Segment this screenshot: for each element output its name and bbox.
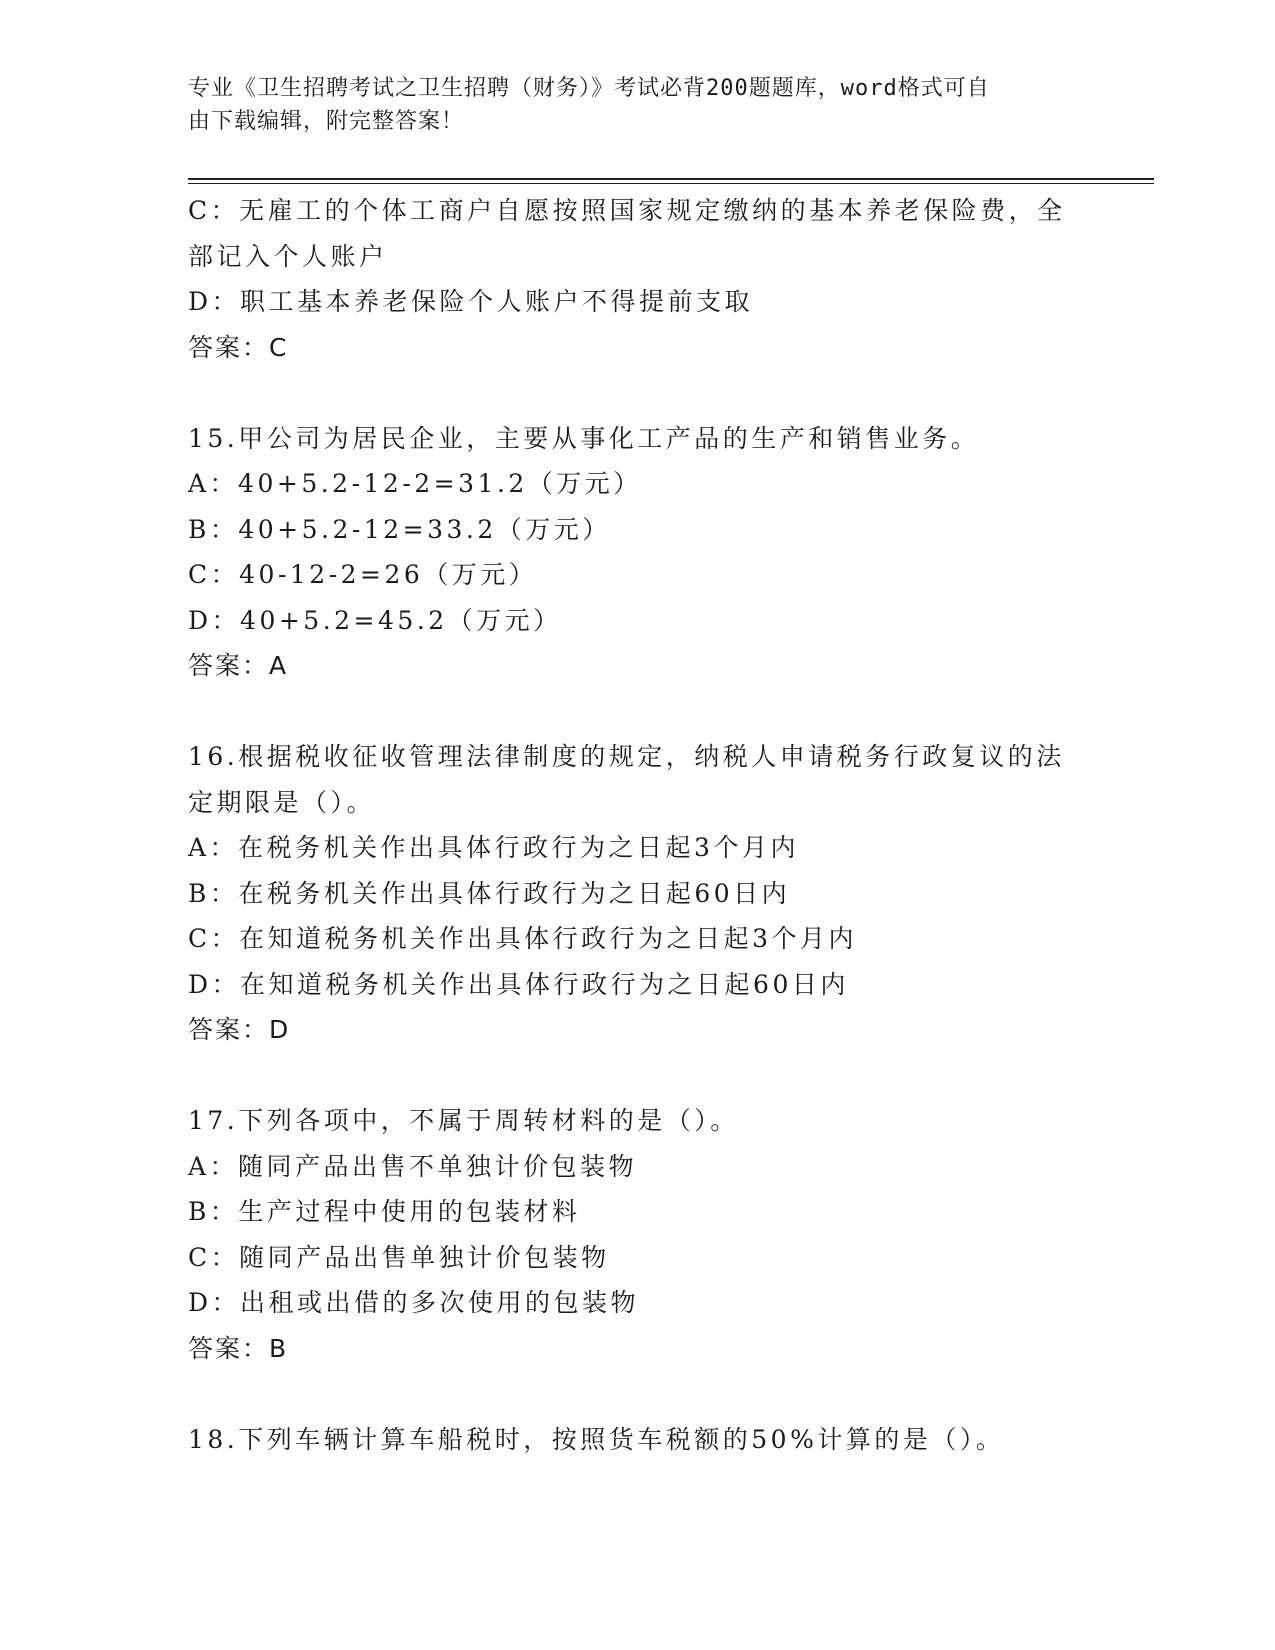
option-c: C：随同产品出售单独计价包装物 (188, 1242, 610, 1272)
header-divider-thick (188, 178, 1154, 180)
question-17 (188, 1098, 1088, 1371)
question-16 (188, 734, 1088, 1053)
header-divider-thin (188, 183, 1154, 184)
question-list (188, 188, 1088, 1462)
answer-label: 答案：C (188, 332, 289, 362)
question-stem-continued: 定期限是（）。 (188, 787, 376, 817)
option-d: D：在知道税务机关作出具体行政行为之日起60日内 (188, 969, 849, 999)
answer-label: 答案：B (188, 1333, 289, 1363)
spacer (188, 689, 1088, 735)
option-c-continued: 部记入个人账户 (188, 241, 388, 271)
header-line-1: 专业《卫生招聘考试之卫生招聘（财务）》考试必背200题题库，word格式可自 (188, 76, 990, 101)
spacer (188, 1371, 1088, 1417)
question-15 (188, 416, 1088, 689)
option-a: A：40+5.2-12-2=31.2（万元） (188, 469, 642, 498)
question-stem: 17.下列各项中，不属于周转材料的是（）。 (188, 1106, 739, 1135)
spacer (188, 370, 1088, 416)
option-a: A：在税务机关作出具体行政行为之日起3个月内 (188, 833, 799, 862)
question-18 (188, 1417, 1088, 1463)
option-b: B：生产过程中使用的包装材料 (188, 1197, 581, 1226)
option-c: C：40-12-2=26（万元） (188, 560, 538, 589)
answer-label: 答案：A (188, 651, 289, 680)
option-d: D：40+5.2=45.2（万元） (188, 605, 562, 635)
question-stem: 16.根据税收征收管理法律制度的规定，纳税人申请税务行政复议的法 (188, 742, 1065, 771)
option-b: B：40+5.2-12=33.2（万元） (188, 514, 611, 544)
option-a: A：随同产品出售不单独计价包装物 (188, 1151, 638, 1181)
option-c: C：无雇工的个体工商户自愿按照国家规定缴纳的基本养老保险费，全 (188, 196, 1066, 225)
header-line-2: 由下载编辑，附完整答案！ (188, 109, 465, 134)
option-d: D：职工基本养老保险个人账户不得提前支取 (188, 287, 754, 316)
option-c: C：在知道税务机关作出具体行政行为之日起3个月内 (188, 924, 858, 953)
question-14-tail (188, 188, 1088, 370)
option-d: D：出租或出借的多次使用的包装物 (188, 1288, 640, 1317)
question-stem: 18.下列车辆计算车船税时，按照货车税额的50%计算的是（）。 (188, 1424, 1005, 1454)
question-stem: 15.甲公司为居民企业，主要从事化工产品的生产和销售业务。 (188, 423, 980, 453)
spacer (188, 1053, 1088, 1099)
option-b: B：在税务机关作出具体行政行为之日起60日内 (188, 878, 791, 908)
answer-label: 答案：D (188, 1015, 291, 1044)
document-header (188, 72, 1068, 138)
